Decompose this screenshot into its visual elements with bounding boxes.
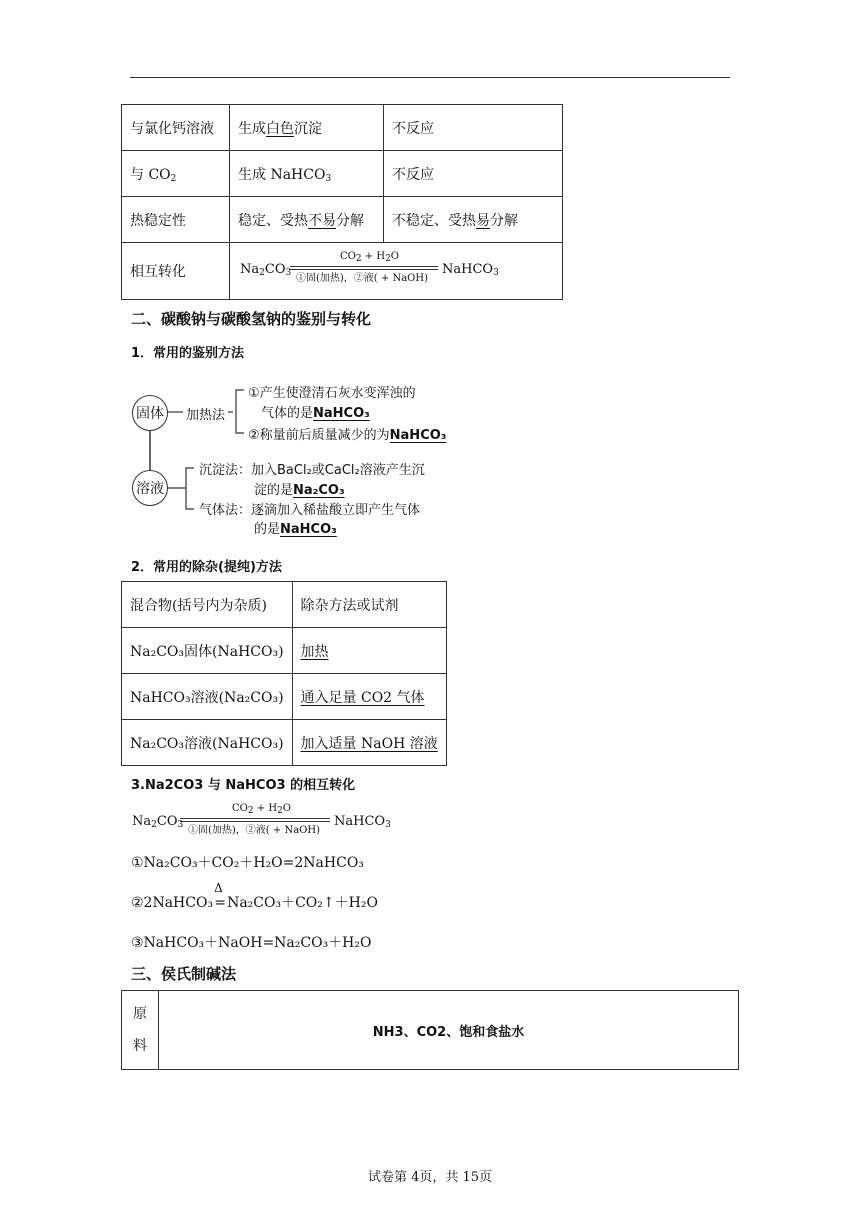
table-row bbox=[122, 197, 563, 243]
heat-method-label: 加热法 bbox=[186, 408, 226, 423]
table-header-row bbox=[122, 582, 447, 628]
conversion-lhs: $Na_2CO_3$ bbox=[240, 262, 292, 278]
row-label: 与氯化钙溶液 bbox=[122, 105, 230, 151]
table-row bbox=[122, 628, 447, 674]
header-method: 除杂方法或试剂 bbox=[292, 582, 446, 628]
section-3-title: 三、侯氏制碱法 bbox=[131, 965, 237, 983]
section-2-title: 二、碳酸钠与碳酸氢钠的鉴别与转化 bbox=[131, 310, 372, 328]
table-row bbox=[122, 720, 447, 766]
method-cell: 加热 bbox=[292, 628, 446, 674]
forward-arrow bbox=[290, 266, 438, 267]
equation-2: ②2NaHCO₃ Δ =Na₂CO₃＋CO₂↑＋H₂O bbox=[131, 881, 378, 911]
purification-table bbox=[121, 581, 447, 766]
heat-criterion-1-line2: 气体的是NaHCO₃ bbox=[261, 406, 370, 421]
conversion-top-label: $CO_2 + H_2O$ bbox=[340, 251, 399, 264]
solution-node: 溶液 bbox=[132, 470, 168, 506]
table-row bbox=[122, 674, 447, 720]
page-footer: 试卷第 4页，共 15页 bbox=[367, 1170, 493, 1185]
method-cell: 加入适量 NaOH 溶液 bbox=[292, 720, 446, 766]
table-row bbox=[122, 991, 739, 1070]
row-label: 与 $CO_2$ bbox=[122, 151, 230, 197]
raw-materials-value: NH3、CO2、饱和食盐水 bbox=[159, 991, 739, 1070]
equation-3: ③NaHCO₃＋NaOH=Na₂CO₃＋H₂O bbox=[131, 935, 372, 951]
method-cell: 通入足量 CO2 气体 bbox=[292, 674, 446, 720]
table-row bbox=[122, 105, 563, 151]
hou-process-table bbox=[121, 990, 739, 1070]
row-label: 相互转化 bbox=[122, 243, 230, 300]
na2co3-cell: 稳定、受热不易分解 bbox=[230, 197, 384, 243]
row-label: 热稳定性 bbox=[122, 197, 230, 243]
delta-symbol: Δ bbox=[214, 881, 223, 895]
nahco3-cell: 不反应 bbox=[384, 105, 563, 151]
gas-method-line2: 的是NaHCO₃ bbox=[254, 522, 337, 537]
header-mixture: 混合物(括号内为杂质) bbox=[122, 582, 293, 628]
raw-materials-label: 原料 bbox=[122, 991, 159, 1070]
subsection-2-title: 2．常用的除杂(提纯)方法 bbox=[131, 560, 282, 575]
equation-1: ①Na₂CO₃＋CO₂＋H₂O=2NaHCO₃ bbox=[131, 855, 364, 871]
heat-criterion-1-line1: ①产生使澄清石灰水变浑浊的 bbox=[248, 386, 416, 401]
conversion-top-label: $CO_2 + H_2O$ bbox=[232, 803, 291, 816]
conversion-bottom-label: ①固(加热)，②液( + NaOH) bbox=[188, 825, 320, 836]
gas-method-line1: 气体法：逐滴加入稀盐酸立即产生气体 bbox=[199, 503, 421, 518]
conversion-rhs: NaHCO$_3$ bbox=[442, 262, 499, 278]
subsection-1-title: 1．常用的鉴别方法 bbox=[131, 346, 245, 361]
table-row bbox=[122, 151, 563, 197]
na2co3-cell: 生成 NaHCO$_3$ bbox=[230, 151, 384, 197]
mixture-cell: Na₂CO₃固体(NaHCO₃) bbox=[122, 628, 293, 674]
solid-node: 固体 bbox=[132, 395, 168, 431]
conversion-rhs: NaHCO$_3$ bbox=[334, 814, 391, 830]
nahco3-cell: 不反应 bbox=[384, 151, 563, 197]
header-rule bbox=[130, 77, 730, 78]
na2co3-cell: 生成白色沉淀 bbox=[230, 105, 384, 151]
conversion-lhs: $Na_2CO_3$ bbox=[132, 814, 184, 830]
conversion-bottom-label: ①固(加热)，②液( + NaOH) bbox=[296, 273, 428, 284]
mixture-cell: NaHCO₃溶液(Na₂CO₃) bbox=[122, 674, 293, 720]
mixture-cell: Na₂CO₃溶液(NaHCO₃) bbox=[122, 720, 293, 766]
conversion-scheme-2 bbox=[132, 803, 392, 836]
subsection-3-title: 3.Na2CO3 与 NaHCO3 的相互转化 bbox=[131, 778, 356, 793]
heat-criterion-2: ②称量前后质量减少的为NaHCO₃ bbox=[248, 428, 447, 443]
precipitation-method-line1: 沉淀法：加入BaCl₂或CaCl₂溶液产生沉 bbox=[199, 463, 425, 478]
nahco3-cell: 不稳定、受热易分解 bbox=[384, 197, 563, 243]
conversion-scheme bbox=[240, 251, 500, 284]
forward-arrow bbox=[180, 818, 330, 819]
precipitation-method-line2: 淀的是Na₂CO₃ bbox=[254, 483, 345, 498]
